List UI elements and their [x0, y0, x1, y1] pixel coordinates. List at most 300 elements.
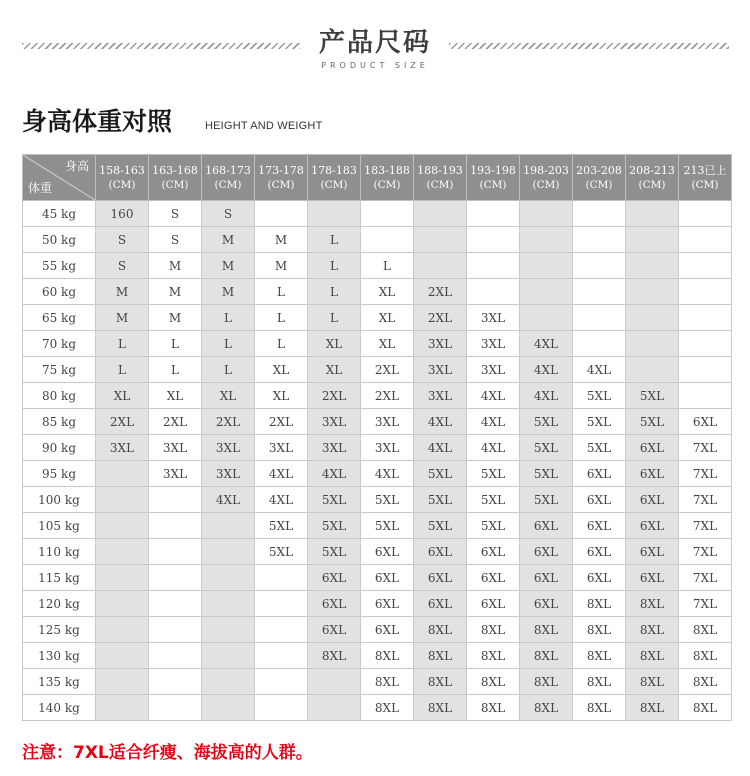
size-cell: L	[308, 227, 361, 253]
size-cell	[96, 461, 149, 487]
column-unit: (CM)	[373, 178, 401, 191]
size-cell: M	[255, 253, 308, 279]
size-cell: 3XL	[467, 357, 520, 383]
size-cell: 6XL	[308, 565, 361, 591]
size-cell: 6XL	[679, 409, 732, 435]
size-cell: M	[202, 279, 255, 305]
column-height-range: 178-183	[311, 163, 357, 177]
size-cell	[573, 279, 626, 305]
weight-cell: 110 kg	[23, 539, 96, 565]
size-cell: 3XL	[308, 409, 361, 435]
size-cell: 6XL	[626, 565, 679, 591]
section-title: 身高体重对照	[22, 107, 173, 136]
size-cell: 4XL	[573, 357, 626, 383]
size-cell	[626, 227, 679, 253]
size-cell	[679, 305, 732, 331]
size-cell: XL	[96, 383, 149, 409]
weight-cell: 65 kg	[23, 305, 96, 331]
size-cell: 6XL	[626, 513, 679, 539]
size-cell: XL	[255, 357, 308, 383]
size-cell	[520, 201, 573, 227]
size-cell: L	[149, 331, 202, 357]
size-cell: 3XL	[467, 305, 520, 331]
column-unit: (CM)	[532, 178, 560, 191]
size-cell	[679, 227, 732, 253]
weight-cell: 80 kg	[23, 383, 96, 409]
size-cell	[467, 227, 520, 253]
size-cell: 6XL	[361, 617, 414, 643]
column-header	[573, 155, 626, 201]
size-cell: 5XL	[520, 461, 573, 487]
size-cell	[573, 305, 626, 331]
size-cell: L	[96, 331, 149, 357]
column-unit: (CM)	[585, 178, 613, 191]
size-cell: 4XL	[255, 461, 308, 487]
size-cell: L	[149, 357, 202, 383]
size-cell: 3XL	[414, 331, 467, 357]
size-cell: 7XL	[679, 565, 732, 591]
size-cell: 5XL	[308, 487, 361, 513]
column-unit: (CM)	[691, 178, 719, 191]
size-cell: 8XL	[679, 695, 732, 721]
column-header	[308, 155, 361, 201]
size-cell: XL	[308, 357, 361, 383]
size-cell	[96, 487, 149, 513]
size-cell: 8XL	[626, 669, 679, 695]
size-cell: 6XL	[361, 565, 414, 591]
size-cell: 5XL	[308, 539, 361, 565]
size-cell: 8XL	[361, 695, 414, 721]
size-cell: 8XL	[414, 617, 467, 643]
column-unit: (CM)	[479, 178, 507, 191]
size-cell: 4XL	[255, 487, 308, 513]
size-cell: 6XL	[573, 539, 626, 565]
size-cell: S	[202, 201, 255, 227]
size-cell: 6XL	[573, 461, 626, 487]
size-cell: 8XL	[467, 643, 520, 669]
column-height-range: 193-198	[470, 163, 516, 177]
size-cell: 2XL	[414, 305, 467, 331]
page-title: 产品尺码	[318, 28, 431, 58]
size-cell: 3XL	[255, 435, 308, 461]
size-cell: 3XL	[149, 461, 202, 487]
size-cell: 5XL	[467, 513, 520, 539]
size-cell: 6XL	[414, 539, 467, 565]
table-header-row	[23, 155, 732, 201]
size-cell: 2XL	[202, 409, 255, 435]
weight-cell: 45 kg	[23, 201, 96, 227]
weight-cell: 105 kg	[23, 513, 96, 539]
column-height-range: 203-208	[576, 163, 622, 177]
size-cell	[626, 305, 679, 331]
size-cell: L	[255, 279, 308, 305]
size-cell	[308, 201, 361, 227]
section-subtitle: HEIGHT AND WEIGHT	[205, 120, 323, 132]
size-cell: 6XL	[626, 461, 679, 487]
column-header	[149, 155, 202, 201]
size-cell: 6XL	[308, 591, 361, 617]
size-cell: 3XL	[414, 383, 467, 409]
size-cell	[96, 669, 149, 695]
weight-cell: 100 kg	[23, 487, 96, 513]
size-cell: 6XL	[308, 617, 361, 643]
table-row	[23, 435, 732, 461]
note-text: 注意：7XL适合纤瘦、海拔高的人群。	[22, 743, 313, 763]
size-cell: 3XL	[361, 409, 414, 435]
size-cell: 6XL	[361, 539, 414, 565]
size-cell	[149, 487, 202, 513]
size-cell: 8XL	[520, 695, 573, 721]
table-row	[23, 591, 732, 617]
size-cell	[626, 279, 679, 305]
size-cell: 4XL	[520, 331, 573, 357]
size-cell	[573, 227, 626, 253]
size-cell: XL	[308, 331, 361, 357]
size-cell: L	[308, 253, 361, 279]
size-cell	[626, 331, 679, 357]
table-corner-cell	[23, 155, 96, 201]
size-cell	[308, 695, 361, 721]
column-header	[414, 155, 467, 201]
size-cell: 3XL	[202, 435, 255, 461]
size-cell: 8XL	[308, 643, 361, 669]
size-cell	[149, 669, 202, 695]
size-cell	[308, 669, 361, 695]
size-cell: 6XL	[414, 565, 467, 591]
size-cell: 7XL	[679, 487, 732, 513]
size-cell: XL	[361, 279, 414, 305]
size-cell	[414, 253, 467, 279]
weight-cell: 85 kg	[23, 409, 96, 435]
size-cell	[255, 617, 308, 643]
weight-cell: 95 kg	[23, 461, 96, 487]
size-cell: S	[96, 227, 149, 253]
column-unit: (CM)	[320, 178, 348, 191]
size-cell: 2XL	[149, 409, 202, 435]
size-cell	[520, 253, 573, 279]
size-cell	[626, 253, 679, 279]
size-cell	[202, 669, 255, 695]
size-cell: 2XL	[361, 383, 414, 409]
size-cell: 8XL	[573, 669, 626, 695]
column-height-range: 173-178	[258, 163, 304, 177]
size-cell: 3XL	[414, 357, 467, 383]
size-cell: M	[202, 253, 255, 279]
size-cell	[679, 253, 732, 279]
weight-cell: 50 kg	[23, 227, 96, 253]
size-cell: 5XL	[626, 409, 679, 435]
size-cell: 2XL	[255, 409, 308, 435]
size-cell: L	[308, 279, 361, 305]
table-row	[23, 461, 732, 487]
size-cell: 4XL	[467, 409, 520, 435]
table-body	[23, 201, 732, 721]
size-cell: 5XL	[573, 383, 626, 409]
size-cell: 160	[96, 201, 149, 227]
size-cell: 5XL	[414, 513, 467, 539]
size-cell	[149, 591, 202, 617]
table-row	[23, 331, 732, 357]
size-cell: 3XL	[308, 435, 361, 461]
size-cell: 8XL	[414, 669, 467, 695]
column-height-range: 188-193	[417, 163, 463, 177]
table-row	[23, 487, 732, 513]
size-cell	[361, 201, 414, 227]
size-cell: 4XL	[202, 487, 255, 513]
size-cell: 5XL	[361, 513, 414, 539]
size-cell: 4XL	[520, 357, 573, 383]
size-cell: 6XL	[520, 591, 573, 617]
weight-cell: 75 kg	[23, 357, 96, 383]
size-cell: XL	[255, 383, 308, 409]
size-cell: 6XL	[573, 565, 626, 591]
size-cell	[149, 513, 202, 539]
size-cell: 8XL	[679, 617, 732, 643]
size-cell: 3XL	[202, 461, 255, 487]
size-cell	[467, 279, 520, 305]
size-cell	[96, 617, 149, 643]
size-cell: 2XL	[308, 383, 361, 409]
size-cell: 5XL	[414, 487, 467, 513]
table-row	[23, 305, 732, 331]
size-cell: 6XL	[626, 435, 679, 461]
size-cell: M	[149, 305, 202, 331]
size-cell	[202, 643, 255, 669]
size-cell: 5XL	[255, 513, 308, 539]
size-cell: 4XL	[414, 409, 467, 435]
size-cell: 6XL	[626, 539, 679, 565]
table-row	[23, 253, 732, 279]
weight-cell: 55 kg	[23, 253, 96, 279]
column-height-range: 163-168	[152, 163, 198, 177]
column-unit: (CM)	[108, 178, 136, 191]
size-cell: 8XL	[414, 695, 467, 721]
column-header	[96, 155, 149, 201]
size-cell: 8XL	[361, 669, 414, 695]
size-cell: 6XL	[520, 565, 573, 591]
size-cell: 4XL	[414, 435, 467, 461]
size-cell: 8XL	[520, 669, 573, 695]
size-cell	[255, 201, 308, 227]
table-row	[23, 227, 732, 253]
size-cell: 6XL	[520, 539, 573, 565]
column-unit: (CM)	[214, 178, 242, 191]
size-cell: 5XL	[467, 461, 520, 487]
size-cell: 6XL	[573, 513, 626, 539]
size-cell: 5XL	[520, 487, 573, 513]
column-height-range: 183-188	[364, 163, 410, 177]
size-cell: 8XL	[520, 617, 573, 643]
size-cell: 6XL	[467, 539, 520, 565]
corner-height-label: 身高	[64, 159, 89, 173]
size-cell: 8XL	[361, 643, 414, 669]
size-cell: 8XL	[573, 591, 626, 617]
weight-cell: 115 kg	[23, 565, 96, 591]
size-cell: 8XL	[573, 617, 626, 643]
table-row	[23, 409, 732, 435]
size-cell: 3XL	[149, 435, 202, 461]
size-cell	[202, 565, 255, 591]
size-cell	[679, 331, 732, 357]
weight-cell: 135 kg	[23, 669, 96, 695]
size-cell: M	[96, 305, 149, 331]
size-cell	[96, 513, 149, 539]
size-cell: 4XL	[467, 383, 520, 409]
size-cell	[626, 357, 679, 383]
weight-cell: 130 kg	[23, 643, 96, 669]
size-cell	[414, 227, 467, 253]
size-cell: L	[308, 305, 361, 331]
column-header	[361, 155, 414, 201]
size-cell: 8XL	[679, 669, 732, 695]
size-cell	[149, 539, 202, 565]
size-cell: M	[202, 227, 255, 253]
size-cell	[202, 513, 255, 539]
size-cell	[467, 253, 520, 279]
size-cell: 8XL	[414, 643, 467, 669]
size-cell	[96, 539, 149, 565]
size-cell	[679, 357, 732, 383]
size-cell: S	[96, 253, 149, 279]
column-height-range: 168-173	[205, 163, 251, 177]
table-row	[23, 669, 732, 695]
size-cell: 7XL	[679, 539, 732, 565]
size-cell: 6XL	[520, 513, 573, 539]
size-cell: XL	[149, 383, 202, 409]
size-cell: 3XL	[361, 435, 414, 461]
table-row	[23, 357, 732, 383]
size-cell	[96, 591, 149, 617]
column-header	[467, 155, 520, 201]
weight-cell: 140 kg	[23, 695, 96, 721]
size-cell: 3XL	[96, 435, 149, 461]
page-subtitle: PRODUCT SIZE	[321, 61, 429, 70]
table-row	[23, 513, 732, 539]
size-cell: 6XL	[414, 591, 467, 617]
size-cell: 8XL	[626, 617, 679, 643]
column-header	[202, 155, 255, 201]
size-cell: 7XL	[679, 591, 732, 617]
size-cell: 6XL	[626, 487, 679, 513]
size-cell: XL	[202, 383, 255, 409]
size-cell: 6XL	[467, 591, 520, 617]
size-cell	[520, 279, 573, 305]
size-cell: 6XL	[573, 487, 626, 513]
size-cell	[202, 539, 255, 565]
size-cell: L	[96, 357, 149, 383]
size-cell: 5XL	[467, 487, 520, 513]
size-cell: 5XL	[414, 461, 467, 487]
size-table	[22, 154, 732, 721]
size-cell	[626, 201, 679, 227]
table-row	[23, 539, 732, 565]
size-cell: 8XL	[467, 669, 520, 695]
size-cell: 5XL	[626, 383, 679, 409]
size-cell: M	[255, 227, 308, 253]
size-cell	[679, 279, 732, 305]
size-cell	[202, 591, 255, 617]
size-cell	[573, 253, 626, 279]
weight-cell: 90 kg	[23, 435, 96, 461]
size-cell: 7XL	[679, 435, 732, 461]
size-cell: 5XL	[255, 539, 308, 565]
size-cell	[202, 617, 255, 643]
column-height-range: 208-213	[629, 163, 675, 177]
size-cell: 8XL	[573, 643, 626, 669]
size-cell	[361, 227, 414, 253]
size-cell: 5XL	[573, 409, 626, 435]
size-cell	[573, 331, 626, 357]
size-cell: XL	[361, 331, 414, 357]
header-hatch-right	[449, 43, 729, 49]
size-cell: L	[202, 331, 255, 357]
size-cell: M	[96, 279, 149, 305]
size-cell: 6XL	[361, 591, 414, 617]
column-height-range: 198-203	[523, 163, 569, 177]
table-row	[23, 383, 732, 409]
size-cell	[467, 201, 520, 227]
size-cell: 8XL	[573, 695, 626, 721]
size-cell: 4XL	[520, 383, 573, 409]
size-cell	[255, 565, 308, 591]
size-cell: L	[255, 305, 308, 331]
size-cell: S	[149, 201, 202, 227]
size-cell: 4XL	[467, 435, 520, 461]
size-cell: M	[149, 279, 202, 305]
table-row	[23, 565, 732, 591]
table-row	[23, 617, 732, 643]
column-header	[255, 155, 308, 201]
column-header	[520, 155, 573, 201]
size-cell: L	[361, 253, 414, 279]
size-cell	[414, 201, 467, 227]
size-cell	[255, 591, 308, 617]
size-cell: 2XL	[414, 279, 467, 305]
corner-weight-label: 体重	[28, 181, 53, 195]
weight-cell: 60 kg	[23, 279, 96, 305]
size-cell: 2XL	[96, 409, 149, 435]
size-cell: 8XL	[626, 591, 679, 617]
size-cell: L	[202, 357, 255, 383]
column-unit: (CM)	[426, 178, 454, 191]
table-row	[23, 279, 732, 305]
size-cell	[520, 305, 573, 331]
weight-cell: 70 kg	[23, 331, 96, 357]
size-cell	[255, 695, 308, 721]
size-cell: 8XL	[467, 617, 520, 643]
size-cell	[96, 565, 149, 591]
size-cell: XL	[361, 305, 414, 331]
size-cell	[520, 227, 573, 253]
column-header	[626, 155, 679, 201]
size-cell: 8XL	[520, 643, 573, 669]
size-cell	[255, 643, 308, 669]
size-cell: 5XL	[573, 435, 626, 461]
weight-cell: 120 kg	[23, 591, 96, 617]
size-cell	[149, 695, 202, 721]
size-cell	[679, 201, 732, 227]
size-cell	[149, 565, 202, 591]
size-cell	[149, 643, 202, 669]
size-cell	[96, 695, 149, 721]
size-cell: 5XL	[520, 435, 573, 461]
size-cell	[573, 201, 626, 227]
size-cell	[255, 669, 308, 695]
size-cell: 7XL	[679, 513, 732, 539]
size-cell	[679, 383, 732, 409]
size-cell: 8XL	[626, 643, 679, 669]
size-cell: 4XL	[308, 461, 361, 487]
